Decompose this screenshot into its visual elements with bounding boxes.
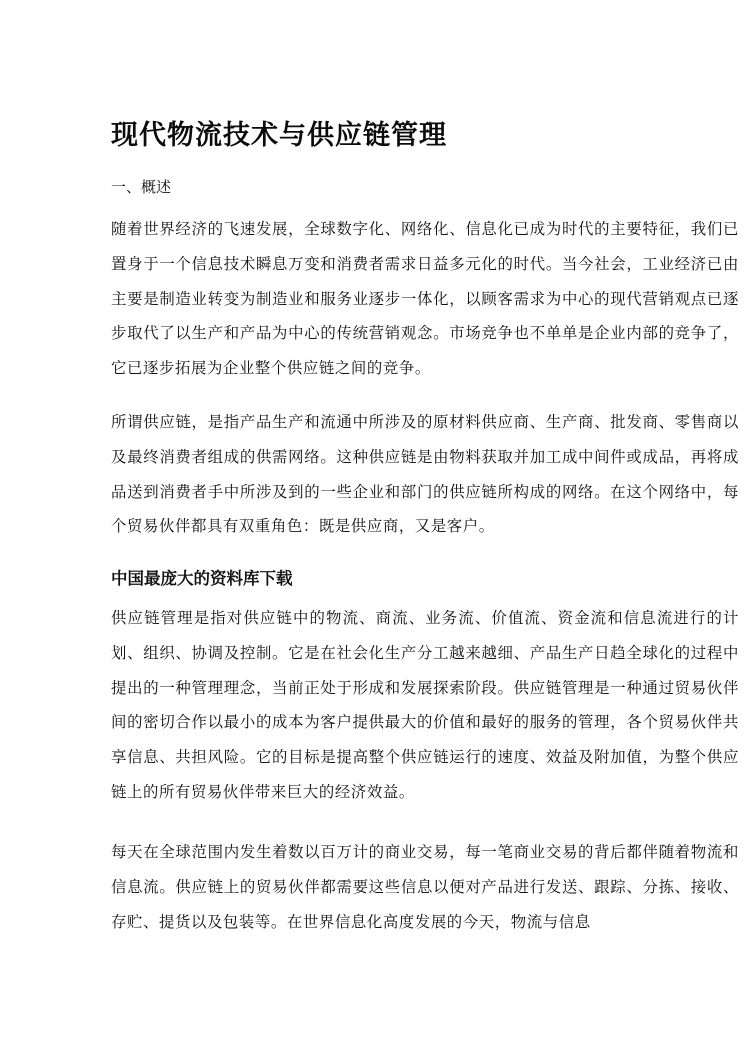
page-title: 现代物流技术与供应链管理 [111, 120, 447, 151]
section-heading: 一、概述 [111, 178, 172, 196]
paragraph: 供应链管理是指对供应链中的物流、商流、业务流、价值流、资金流和信息流进行的计划、组织、协调及控制。它是在社会化生产分工越来越细、产品生产日趋全球化的过程中提出的一种管理理念，当前正处于形成和发展探索阶段。供应链管理是一种通过贸易伙伴间的密切合作以最小的成本为客户提供最大的价值和最好的服务的管理，各个贸易伙伴共享信息、共担风险。它的目标是提高整个供应链运行的速度、效益及附加值，为整个供应链上的所有贸易伙伴带来巨大的经济效益。 [111, 609, 739, 801]
paragraph: 每天在全球范围内发生着数以百万计的商业交易，每一笔商业交易的背后都伴随着物流和信息流。供应链上的贸易伙伴都需要这些信息以便对产品进行发送、跟踪、分拣、接收、存贮、提货以及包装等。在世界信息化高度发展的今天，物流与信息 [111, 843, 739, 931]
paragraph: 所谓供应链，是指产品生产和流通中所涉及的原材料供应商、生产商、批发商、零售商以及最终消费者组成的供需网络。这种供应链是由物料获取并加工成中间件或成品，再将成品送到消费者手中所涉及到的一些企业和部门的供应链所构成的网络。在这个网络中，每个贸易伙伴都具有双重角色：既是供应商，又是客户。 [111, 413, 739, 536]
subheading: 中国最庞大的资料库下载 [111, 569, 293, 588]
paragraph: 随着世界经济的飞速发展，全球数字化、网络化、信息化已成为时代的主要特征，我们已置身于一个信息技术瞬息万变和消费者需求日益多元化的时代。当今社会，工业经济已由主要是制造业转变为制造业和服务业逐步一体化，以顾客需求为中心的现代营销观点已逐步取代了以生产和产品为中心的传统营销观念。市场竞争也不单单是企业内部的竞争了，它已逐步拓展为企业整个供应链之间的竞争。 [111, 220, 739, 378]
